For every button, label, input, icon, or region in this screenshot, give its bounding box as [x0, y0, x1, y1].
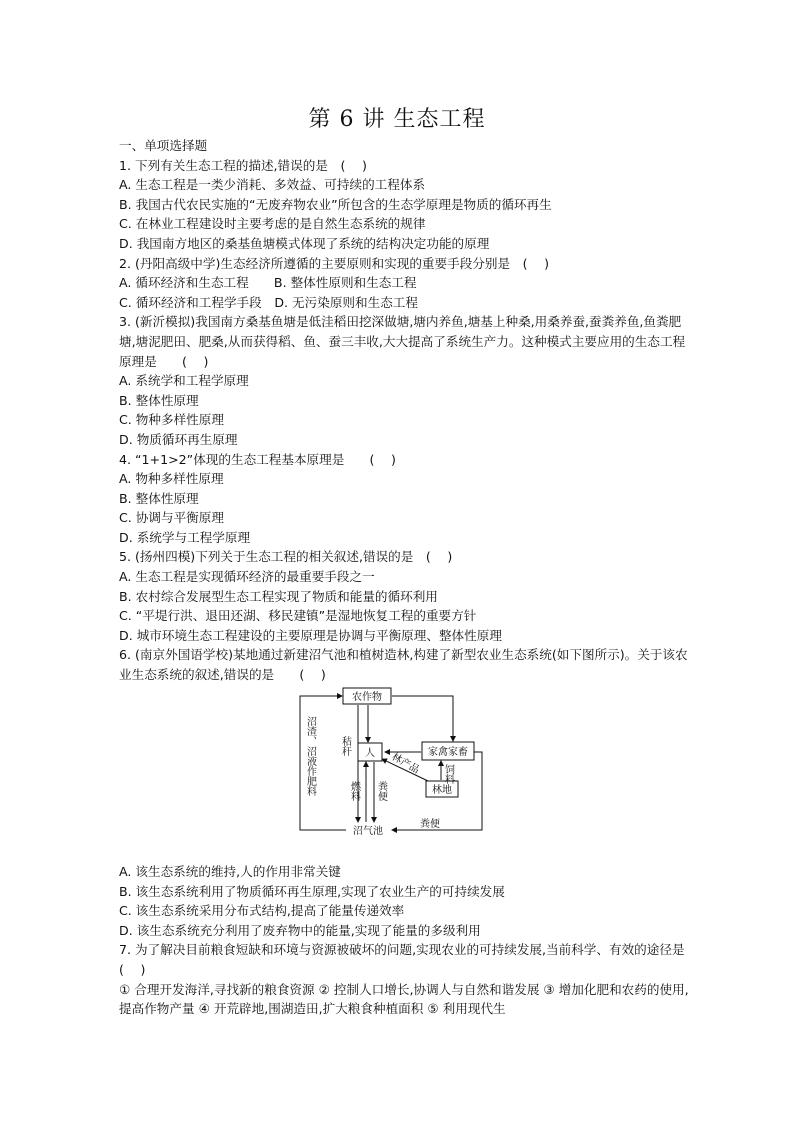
- question-1-stem: 1. 下列有关生态工程的描述,错误的是 ( ): [119, 157, 367, 173]
- question-5-option-b: B. 农村综合发展型生态工程实现了物质和能量的循环利用: [119, 588, 438, 604]
- manure-vertical-label: 粪便: [375, 781, 387, 801]
- livestock-label: 家禽家畜: [428, 747, 468, 758]
- question-2-stem: 2. (丹阳高级中学)生态经济所遵循的主要原则和实现的重要手段分别是 ( ): [119, 255, 550, 271]
- question-1-option-c: C. 在林业工程建设时主要考虑的是自然生态系统的规律: [119, 216, 426, 232]
- forest-label: 林地: [432, 785, 452, 796]
- question-6-option-b: B. 该生态系统利用了物质循环再生原理,实现了农业生产的可持续发展: [119, 883, 505, 899]
- question-3-option-b: B. 整体性原理: [119, 392, 199, 408]
- manure-horizontal-label: 粪便: [420, 819, 440, 830]
- residue-label: 沼渣、沼液作肥料: [304, 716, 316, 796]
- crops-label: 农作物: [352, 692, 382, 703]
- question-1-option-b: B. 我国古代农民实施的“无废弃物农业”所包含的生态学原理是物质的循环再生: [119, 196, 552, 212]
- question-5-stem: 5. (扬州四模)下列关于生态工程的相关叙述,错误的是 ( ): [119, 549, 453, 565]
- question-4-option-c: C. 协调与平衡原理: [119, 510, 224, 526]
- question-3-option-d: D. 物质循环再生原理: [119, 431, 238, 447]
- question-4-option-a: A. 物种多样性原理: [119, 471, 224, 487]
- question-3-stem: 3. (新沂模拟)我国南方桑基鱼塘是低洼稻田挖深做塘,塘内养鱼,塘基上种桑,用桑养蚕,蚕粪养鱼,鱼粪肥塘,塘泥肥田、肥桑,从而获得稻、鱼、蚕三丰收,大大提高了系统生产力。这种模式主要应用的生态工程原理是 ( ): [119, 314, 686, 369]
- question-6-option-a: A. 该生态系统的维持,人的作用非常关键: [119, 864, 341, 879]
- question-list: [119, 136, 689, 685]
- question-2-options-cd: C. 循环经济和工程学手段 D. 无污染原则和生态工程: [119, 294, 418, 310]
- question-3-option-a: A. 系统学和工程学原理: [119, 373, 249, 389]
- fuel-label: 燃料: [348, 781, 360, 801]
- forest-product-label: 林产品: [389, 751, 421, 777]
- question-5-option-c: C. “平堤行洪、退田还湖、移民建镇”是湿地恢复工程的重要方针: [119, 608, 477, 624]
- ecosystem-diagram: [296, 686, 486, 838]
- question-4-option-d: D. 系统学与工程学原理: [119, 529, 251, 545]
- biogas-label: 沼气池: [353, 826, 383, 837]
- straw-label: 秸秆: [339, 736, 351, 756]
- question-3-option-c: C. 物种多样性原理: [119, 412, 224, 428]
- question-1-option-d: D. 我国南方地区的桑基鱼塘模式体现了系统的结构决定功能的原理: [119, 235, 490, 251]
- question-7-options: ① 合理开发海洋,寻找新的粮食资源 ② 控制人口增长,协调人与自然和谐发展 ③ 增加化肥和农药的使用,提高作物产量 ④ 开荒辟地,围湖造田,扩大粮食种植面积 ⑤ 利用现代生: [119, 981, 689, 1017]
- section-heading: 一、单项选择题: [119, 138, 208, 153]
- human-label: 人: [365, 748, 375, 759]
- question-1-option-a: A. 生态工程是一类少消耗、多效益、可持续的工程体系: [119, 177, 426, 193]
- question-4-option-b: B. 整体性原理: [119, 490, 199, 506]
- question-list-continued: [119, 862, 698, 1019]
- question-6-stem: 6. (南京外国语学校)某地通过新建沼气池和植树造林,构建了新型农业生态系统(如下图所示)。关于该农业生态系统的叙述,错误的是 ( ): [119, 647, 688, 683]
- question-5-option-a: A. 生态工程是实现循环经济的最重要手段之一: [119, 569, 375, 585]
- question-2-options-ab: A. 循环经济和生态工程 B. 整体性原则和生态工程: [119, 275, 417, 291]
- page-title: 第 6 讲 生态工程: [308, 107, 486, 132]
- question-5-option-d: D. 城市环境生态工程建设的主要原理是协调与平衡原理、整体性原理: [119, 627, 502, 643]
- question-6-option-d: D. 该生态系统充分利用了废弃物中的能量,实现了能量的多级利用: [119, 922, 481, 938]
- question-6-option-c: C. 该生态系统采用分布式结构,提高了能量传递效率: [119, 903, 405, 919]
- arrow-crops-to-livestock: [392, 696, 453, 741]
- question-4-stem: 4. “1+1>2”体现的生态工程基本原理是 ( ): [119, 451, 396, 467]
- question-7-stem: 7. 为了解决目前粮食短缺和环境与资源被破坏的问题,实现农业的可持续发展,当前科学、有效的途径是 ( ): [119, 942, 698, 977]
- feed-label: 饲料: [442, 764, 454, 784]
